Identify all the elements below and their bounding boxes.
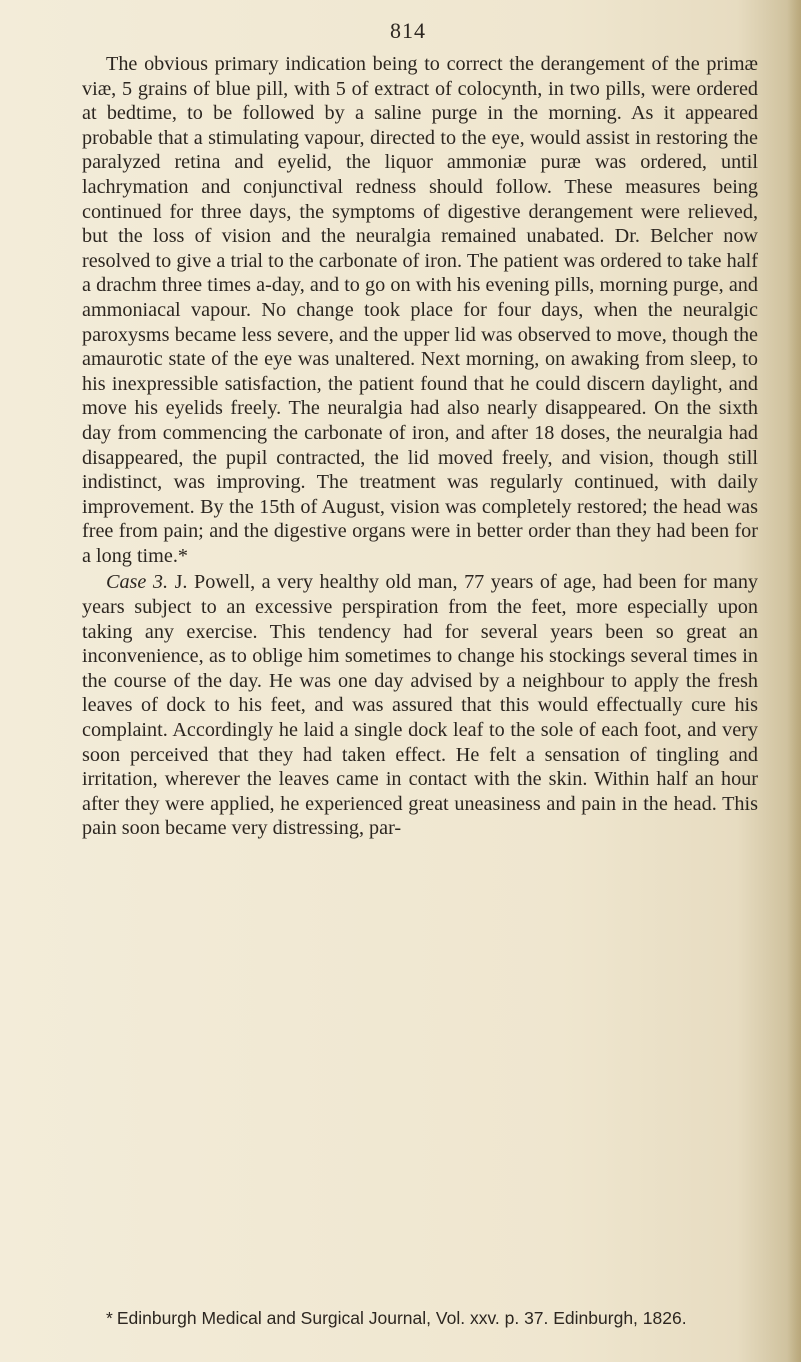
page-edge-shadow xyxy=(787,0,801,1362)
page-number: 814 xyxy=(390,18,426,43)
case-text: J. Powell, a very healthy old man, 77 years of age, had been for many years subject to an excessive perspiration from the feet, more especially upon taking any exercise. This tendency had for several years been so great an inconvenience, as to oblige him sometimes to change his stockings several times in the course of the day. He was one day advised by a neighbour to apply the fresh leaves of dock to his feet, and was assured that this would effectually cure his complaint. Accordingly he laid a single dock leaf to the sole of each foot, and very soon perceived that they had taken effect. He felt a sensation of tingling and irritation, wherever the leaves came in contact with the skin. Within half an hour after they were applied, he experienced great uneasiness and pain in the head. This pain soon became very distressing, par- xyxy=(82,571,759,840)
body-text xyxy=(82,52,758,842)
case-paragraph xyxy=(82,570,758,841)
footnote-text: Edinburgh Medical and Surgical Journal, Vol. xxv. p. 37. Edinburgh, 1826. xyxy=(116,1308,687,1328)
footnote-marker: * xyxy=(106,1308,113,1328)
case-label: Case 3. xyxy=(106,571,169,594)
paragraph: The obvious primary indication being to correct the derangement of the primæ viæ, 5 grains of blue pill, with 5 of extract of colocynth, in two pills, were ordered at bedtime, to be followed by a saline purge in the morning. As it appeared probable that a stimulating vapour, directed to the eye, would assist in restoring the paralyzed retina and eyelid, the liquor ammoniæ puræ was ordered, until lachrymation and conjunctival redness should follow. These measures being continued for three days, the symptoms of digestive derangement were relieved, but the loss of vision and the neuralgia remained unabated. Dr. Belcher now resolved to give a trial to the carbonate of iron. The patient was ordered to take half a drachm three times a-day, and to go on with his evening pills, morning purge, and ammoniacal vapour. No change took place for four days, when the neuralgic paroxysms became less severe, and the upper lid was observed to move, though the amaurotic state of the eye was unaltered. Next morning, on awaking from sleep, to his inexpressible satisfaction, the patient found that he could discern daylight, and move his eyelids freely. The neuralgia had also nearly disappeared. On the sixth day from commencing the carbonate of iron, and after 18 doses, the neuralgia had disappeared, the pupil contracted, the lid moved freely, and vision, though still indistinct, was improving. The treatment was regularly continued, with daily improvement. By the 15th of August, vision was completely restored; the head was free from pain; and the digestive organs were in better order than they had been for a long time.* xyxy=(82,53,758,567)
footnote xyxy=(82,1307,758,1329)
